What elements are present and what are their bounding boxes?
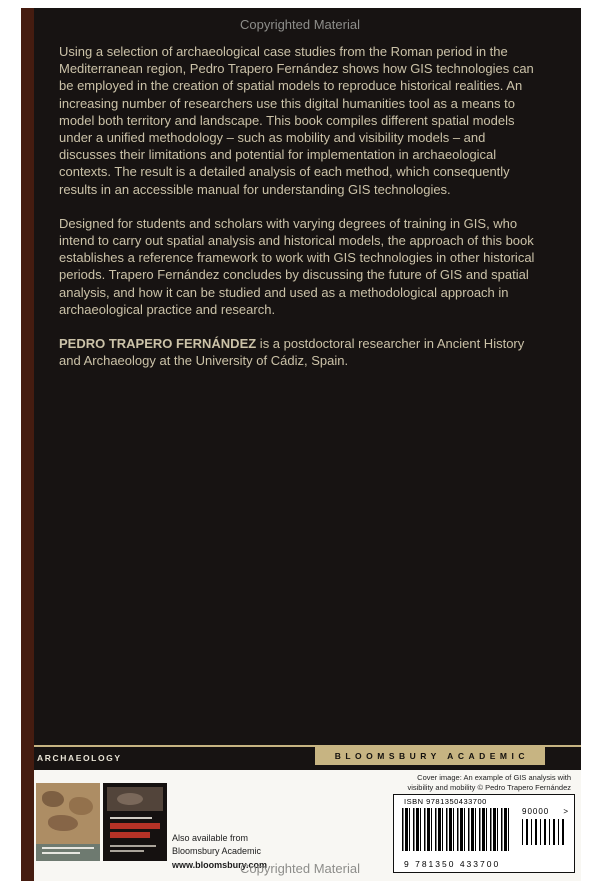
author-bio-text: is a postdoctoral researcher in Ancient History and Archaeology at the University of Cádiz, Spain.	[59, 336, 525, 369]
thumbnail-title-band	[36, 844, 100, 861]
thumbnail-book-2	[103, 783, 167, 861]
back-cover-blurb	[59, 43, 545, 386]
thumbnail-title-line	[110, 823, 160, 829]
thumbnail-artwork	[48, 815, 78, 831]
imprint-bar	[34, 745, 581, 771]
thumbnail-photo-highlight	[117, 793, 143, 805]
thumbnail-photo	[107, 787, 163, 811]
barcode-price-code: 90000	[522, 807, 550, 816]
publisher-banner: BLOOMSBURY ACADEMIC	[315, 747, 545, 765]
thumbnail-text-line	[110, 850, 144, 852]
author-name: PEDRO TRAPERO FERNÁNDEZ	[59, 336, 257, 352]
book-back-cover	[21, 8, 581, 881]
blurb-paragraph-1: Using a selection of archaeological case studies from the Roman period in the Mediterranean region, Pedro Trapero Fernández shows how GIS technologies can be employed in the creation of spatial models to reproduce historical realities. An increasing number of researchers use this digital humanities tool as a means to model both territory and landscape. This book compiles different spatial models under a unified methodology – such as mobility and visibility models – and discusses their limitations and potential for implementation in archaeological contexts. The result is a detailed analysis of each method, which consequently results in an accessible manual for understanding GIS technologies.	[59, 44, 534, 197]
thumbnail-text-line	[42, 852, 80, 854]
ean-number: 9 781350 433700	[404, 859, 501, 869]
barcode-supplemental-bars	[522, 819, 566, 845]
category-label: ARCHAEOLOGY	[37, 753, 122, 763]
barcode-price-arrow: >	[563, 807, 568, 816]
thumbnail-text-line	[42, 847, 94, 849]
barcode-bars	[402, 808, 512, 851]
isbn-number: ISBN 9781350433700	[404, 797, 487, 806]
spine-strip	[21, 8, 34, 881]
cover-credit-line-2: visibility and mobility © Pedro Trapero Fernández	[407, 782, 571, 792]
cover-credit	[407, 773, 571, 792]
thumbnail-title-line	[110, 832, 150, 838]
blurb-paragraph-2: Designed for students and scholars with varying degrees of training in GIS, who intend to carry out spatial analysis and historical models, the approach of this book establishes a reference framework to work with GIS technologies in other historical periods. Trapero Fernández concludes by discussing the future of GIS and spatial analysis, and how it can be studied and used as a methodological approach in archaeological practice and research.	[59, 215, 535, 317]
cover-credit-line-1: Cover image: An example of GIS analysis with	[417, 773, 571, 782]
watermark-top: Copyrighted Material	[240, 17, 360, 32]
thumbnail-artwork	[69, 797, 93, 815]
watermark-bottom: Copyrighted Material	[240, 861, 360, 876]
thumbnail-book-1	[36, 783, 100, 861]
also-available-line-1: Also available from	[172, 833, 249, 843]
thumbnail-text-line	[110, 845, 156, 847]
also-available-line-2: Bloomsbury Academic	[172, 845, 262, 856]
author-bio	[59, 335, 545, 369]
thumbnail-text-line	[110, 817, 152, 819]
publisher-website: www.bloomsbury.com	[172, 860, 268, 870]
thumbnail-artwork	[42, 791, 64, 807]
